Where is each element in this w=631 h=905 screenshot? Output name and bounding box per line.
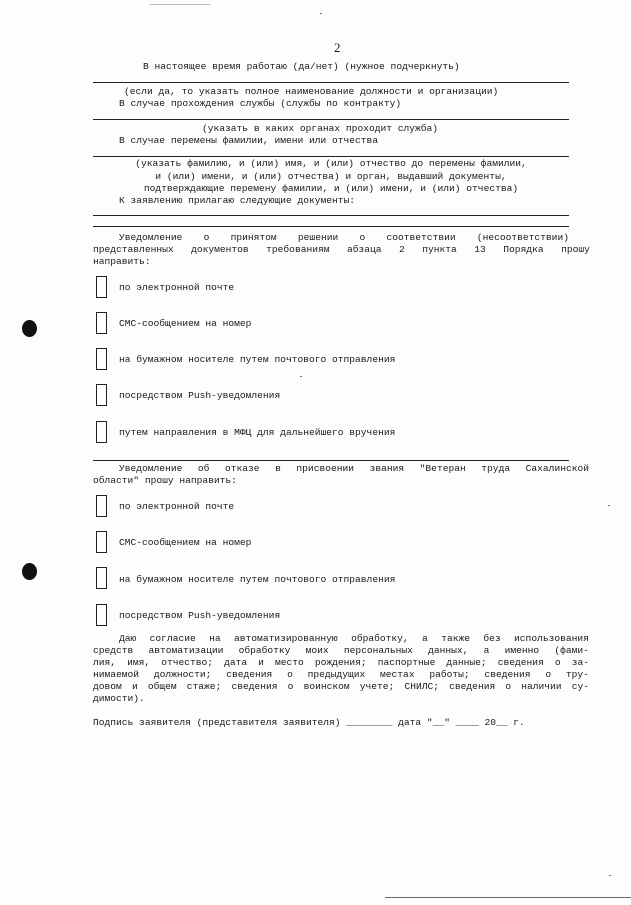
word: без [483,633,501,644]
word: на [209,633,221,644]
consent-line-3 [93,657,589,668]
employment-line: В настоящее время работаю (да/нет) (нужное подчеркнуть) [143,61,460,72]
refusal-sms-label: СМС-сообщением на номер [119,537,252,548]
binder-hole [22,563,37,580]
word: средств [93,645,134,656]
word: местах [380,669,415,680]
word: данные; [446,657,487,668]
word: должности; [153,669,212,680]
name-change-hint-1: (указать фамилию, и (или) имя, и (или) отчество до перемены фамилии, [135,158,527,169]
word: о [203,232,210,243]
employment-hint: (если да, то указать полное наименование должности и организации) [124,86,499,97]
word: рождения; [314,657,367,668]
word: требованиям [266,244,330,255]
word: автоматизации [148,645,224,656]
name-change-line: В случае перемены фамилии, имени или отчества [119,135,379,146]
word: Порядка [503,244,544,255]
attachments-fill-line-1[interactable] [93,215,569,216]
word: также [441,633,470,644]
word: пункта [422,244,457,255]
word: паспортные [377,657,436,668]
word: работы; [429,669,470,680]
word: обработку, [351,633,409,644]
decision-email-label: по электронной почте [119,282,235,293]
word: и [131,681,138,692]
word: а [422,633,428,644]
employment-fill-line[interactable] [93,82,569,83]
scan-speck [300,376,302,377]
refusal-push-label: посредством Push-уведомления [119,610,281,621]
word: присвоении [296,463,354,474]
decision-mfc-checkbox[interactable] [96,421,107,443]
word: стаже; [186,681,222,692]
signature-line[interactable]: Подпись заявителя (представителя заявителя) ________ дата "__" ____ 20__ г. [93,717,525,728]
word: 2 [399,244,405,255]
word: абзаца [346,244,382,255]
word: принятом [230,232,277,243]
word: воинском [303,681,350,692]
attachments-line: К заявлению прилагаю следующие документы: [119,195,356,206]
refusal-sms-checkbox[interactable] [96,531,107,553]
word: дата [224,657,248,668]
scan-speck [608,505,610,506]
decision-text-line-2 [93,244,590,255]
word: учете; [359,681,395,692]
word: место [275,657,304,668]
decision-sms-checkbox[interactable] [96,312,107,334]
word: сведения [449,681,496,692]
word: Сахалинской [525,463,589,474]
word: "Ветеран [419,463,466,474]
scan-edge [385,897,631,898]
binder-hole [22,320,37,337]
word: моих [305,645,329,656]
decision-push-label: посредством Push-уведомления [119,390,281,401]
word: лия, [93,657,117,668]
word: 13 [474,244,486,255]
refusal-email-checkbox[interactable] [96,495,107,517]
word: данных, [428,645,469,656]
refusal-push-checkbox[interactable] [96,604,107,626]
section-divider [93,460,569,461]
word: Уведомление [119,463,183,474]
name-change-hint-3: подтверждающие перемену фамилии, и (или) имени, и (или) отчества) [143,183,519,194]
name-change-fill-line[interactable] [93,156,569,157]
word: тру- [565,669,589,680]
word: предыдущих [307,669,366,680]
scan-speck [609,875,611,876]
word: звания [369,463,405,474]
service-hint: (указать в каких органах проходит служба) [202,123,439,134]
decision-push-checkbox[interactable] [96,384,107,406]
word: отчество; [161,657,214,668]
refusal-text-line-1 [119,463,589,474]
page-number: 2 [334,40,341,55]
service-line: В случае прохождения службы (службы по контракту) [119,98,402,109]
decision-mfc-label: путем направления в МФЦ для дальнейшего вручения [119,427,396,438]
name-change-hint-2: и (или) имени, и (или) отчества) и орган, выдавший документы, [155,171,507,182]
word: документов [191,244,249,255]
decision-mail-label: на бумажном носителе путем почтового отправления [119,354,396,365]
consent-line-2 [93,645,589,656]
consent-line-5 [93,681,589,692]
word: прошу [561,244,590,255]
scan-speck [320,13,322,14]
word: о [505,681,512,692]
word: использования [514,633,589,644]
word: общем [147,681,177,692]
service-fill-line[interactable] [93,119,569,120]
attachments-fill-line-2[interactable] [93,226,569,227]
word: соответствии [386,232,456,243]
refusal-text-line-2: области" прошу направить: [93,475,237,486]
word: о [359,232,366,243]
word: (несоответствии) [476,232,569,243]
word: (фами- [554,645,589,656]
consent-line-6: димости). [93,693,145,704]
word: СНИЛС; [404,681,440,692]
word: су- [571,681,589,692]
word: сведения [226,669,273,680]
refusal-email-label: по электронной почте [119,501,235,512]
word: имя, [127,657,151,668]
word: о [287,669,293,680]
word: довом [93,681,122,692]
word: за- [571,657,589,668]
word: и [258,657,264,668]
decision-text-line-3: направить: [93,256,151,267]
consent-line-1 [119,633,589,644]
word: о [545,669,552,680]
word: сведения [231,681,278,692]
word: обработку [238,645,291,656]
word: сведения [497,657,544,668]
word: нимаемой [93,669,140,680]
word: а [483,645,490,656]
word: об [197,463,210,474]
word: персональных [343,645,413,656]
decision-text-line-1 [119,232,569,243]
scan-speck [150,4,210,5]
word: Даю [119,633,137,644]
word: труда [481,463,511,474]
word: представленных [93,244,174,255]
consent-line-4 [93,669,589,680]
word: решении [297,232,339,243]
word: о [554,657,561,668]
decision-sms-label: СМС-сообщением на номер [119,318,252,329]
decision-email-checkbox[interactable] [96,276,107,298]
word: именно [504,645,540,656]
word: автоматизированную [234,633,338,644]
word: отказе [224,463,260,474]
word: сведения [484,669,531,680]
word: наличии [521,681,562,692]
decision-mail-checkbox[interactable] [96,348,107,370]
word: согласие [149,633,196,644]
word: в [275,463,281,474]
word: о [287,681,294,692]
refusal-mail-checkbox[interactable] [96,567,107,589]
word: Уведомление [119,232,183,243]
refusal-mail-label: на бумажном носителе путем почтового отправления [119,574,396,585]
